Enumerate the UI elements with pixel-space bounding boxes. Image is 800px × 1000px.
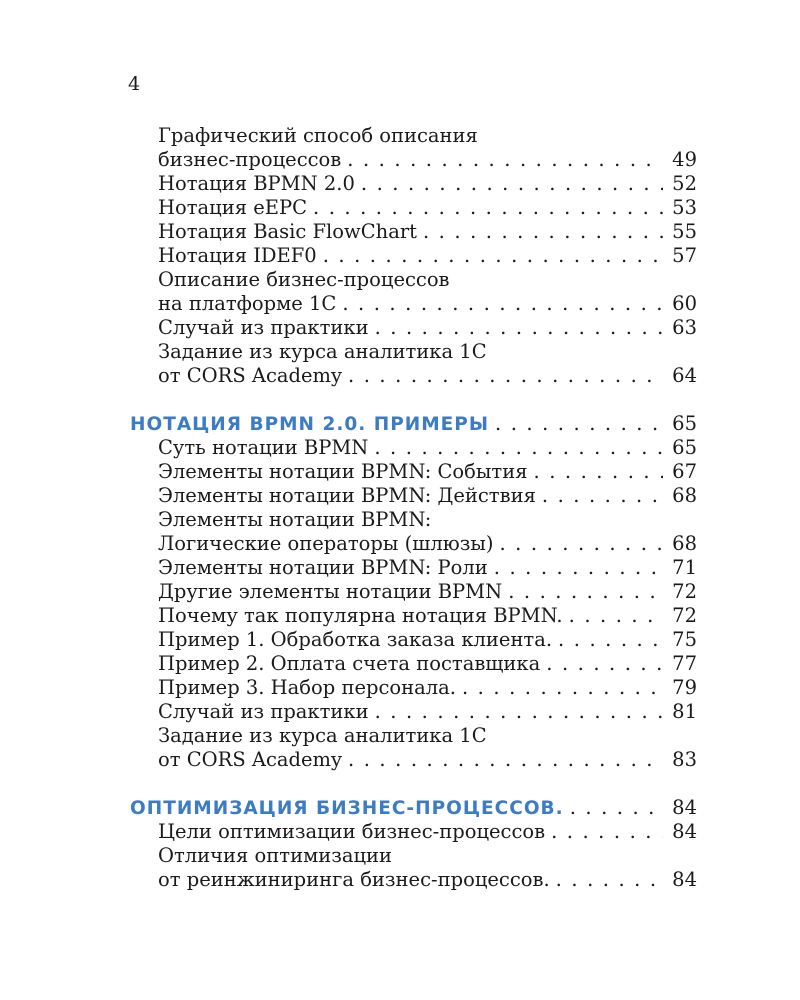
dot-leader <box>551 820 663 844</box>
toc-entry[interactable] <box>130 484 697 508</box>
toc-entry-title: Другие элементы нотации BPMN <box>158 580 503 603</box>
toc-entry-title: Цели оптимизации бизнес-процессов <box>158 820 546 843</box>
dot-leader <box>348 364 663 388</box>
page-number: 4 <box>128 73 141 95</box>
toc-page-number: 81 <box>672 700 697 723</box>
toc-entry[interactable] <box>130 700 697 724</box>
toc-entry <box>130 724 697 748</box>
dot-leader <box>462 676 663 700</box>
dot-leader <box>323 244 663 268</box>
toc-entry[interactable] <box>130 220 697 244</box>
dot-leader <box>556 868 663 892</box>
table-of-contents <box>130 124 697 916</box>
toc-entry-title: Задание из курса аналитика 1С <box>158 724 487 747</box>
toc-entry-title: Отличия оптимизации <box>158 844 393 867</box>
dot-leader <box>348 748 663 772</box>
dot-leader <box>558 628 663 652</box>
toc-page-number: 64 <box>672 364 697 387</box>
dot-leader <box>361 172 663 196</box>
toc-entry[interactable] <box>130 148 697 172</box>
toc-page-number: 83 <box>672 748 697 771</box>
dot-leader <box>569 604 663 628</box>
toc-page-number: 84 <box>672 868 697 891</box>
toc-entry[interactable] <box>130 748 697 772</box>
toc-entry[interactable] <box>130 172 697 196</box>
dot-leader <box>570 796 663 820</box>
toc-page-number: 53 <box>672 196 697 219</box>
toc-page-number: 57 <box>672 244 697 267</box>
toc-entry-title: Нотация Basic FlowChart <box>158 220 417 243</box>
toc-page-number: 72 <box>672 604 697 627</box>
toc-entry-title: от реинжиниринга бизнес-процессов. <box>158 868 550 891</box>
toc-entry-title: Элементы нотации BPMN: <box>158 508 432 531</box>
toc-page-number: 65 <box>672 436 697 459</box>
toc-entry[interactable] <box>130 292 697 316</box>
toc-page-number: 84 <box>672 796 697 819</box>
toc-entry-title: Пример 3. Набор персонала. <box>158 676 456 699</box>
toc-page-number: 75 <box>672 628 697 651</box>
toc-entry <box>130 268 697 292</box>
toc-entry-title: Случай из практики <box>158 700 369 723</box>
toc-entry-title: бизнес-процессов <box>158 148 342 171</box>
toc-entry-title: Графический способ описания <box>158 124 478 147</box>
toc-chapter-title: НОТАЦИЯ BPMN 2.0. ПРИМЕРЫ <box>130 414 490 435</box>
toc-entry[interactable] <box>130 604 697 628</box>
toc-entry <box>130 340 697 364</box>
toc-chapter-heading[interactable] <box>130 412 697 436</box>
toc-entry[interactable] <box>130 364 697 388</box>
toc-chapter <box>130 796 697 892</box>
toc-entry[interactable] <box>130 316 697 340</box>
toc-entry <box>130 124 697 148</box>
toc-chapter <box>130 412 697 772</box>
toc-entry-title: от CORS Academy <box>158 748 343 771</box>
toc-entry[interactable] <box>130 196 697 220</box>
toc-page-number: 68 <box>672 484 697 507</box>
toc-page-number: 68 <box>672 532 697 555</box>
toc-entry[interactable] <box>130 244 697 268</box>
toc-entry <box>130 844 697 868</box>
toc-entry[interactable] <box>130 820 697 844</box>
toc-section <box>130 124 697 388</box>
toc-entry-title: Пример 1. Обработка заказа клиента. <box>158 628 553 651</box>
dot-leader <box>542 484 663 508</box>
toc-entry-title: Пример 2. Оплата счета поставщика <box>158 652 541 675</box>
toc-page-number: 84 <box>672 820 697 843</box>
dot-leader <box>342 292 663 316</box>
toc-page-number: 63 <box>672 316 697 339</box>
dot-leader <box>347 148 663 172</box>
toc-entry[interactable] <box>130 556 697 580</box>
toc-entry-title: Логические операторы (шлюзы) <box>158 532 494 555</box>
toc-page-number: 67 <box>672 460 697 483</box>
dot-leader <box>534 460 663 484</box>
dot-leader <box>313 196 663 220</box>
dot-leader <box>374 436 663 460</box>
toc-entry[interactable] <box>130 628 697 652</box>
toc-entry-title: Элементы нотации BPMN: События <box>158 460 528 483</box>
toc-page-number: 65 <box>672 412 697 435</box>
toc-entry <box>130 508 697 532</box>
toc-entry[interactable] <box>130 580 697 604</box>
toc-entry-title: Суть нотации BPMN <box>158 436 369 459</box>
toc-chapter-title: ОПТИМИЗАЦИЯ БИЗНЕС-ПРОЦЕССОВ. <box>130 798 564 819</box>
dot-leader <box>423 220 663 244</box>
dot-leader <box>546 652 663 676</box>
toc-entry[interactable] <box>130 436 697 460</box>
toc-chapter-heading[interactable] <box>130 796 697 820</box>
toc-page-number: 72 <box>672 580 697 603</box>
toc-page-number: 52 <box>672 172 697 195</box>
toc-entry-title: от CORS Academy <box>158 364 343 387</box>
toc-page-number: 79 <box>672 676 697 699</box>
toc-entry-title: Нотация BPMN 2.0 <box>158 172 355 195</box>
toc-entry-title: Элементы нотации BPMN: Роли <box>158 556 488 579</box>
toc-entry-title: Нотация IDEF0 <box>158 244 317 267</box>
toc-page-number: 77 <box>672 652 697 675</box>
toc-page-number: 49 <box>672 148 697 171</box>
toc-entry-title: Задание из курса аналитика 1С <box>158 340 487 363</box>
dot-leader <box>375 700 663 724</box>
toc-entry[interactable] <box>130 460 697 484</box>
toc-entry-title: Почему так популярна нотация BPMN. <box>158 604 563 627</box>
toc-entry[interactable] <box>130 652 697 676</box>
toc-page-number: 60 <box>672 292 697 315</box>
toc-entry-title: Случай из практики <box>158 316 369 339</box>
toc-entry[interactable] <box>130 532 697 556</box>
toc-entry-title: Описание бизнес-процессов <box>158 268 450 291</box>
toc-page-number: 55 <box>672 220 697 243</box>
toc-entry-title: на платформе 1С <box>158 292 337 315</box>
dot-leader <box>375 316 663 340</box>
dot-leader <box>499 532 663 556</box>
toc-entry[interactable] <box>130 676 697 700</box>
toc-entry-title: Элементы нотации BPMN: Действия <box>158 484 536 507</box>
dot-leader <box>508 580 663 604</box>
toc-page-number: 71 <box>672 556 697 579</box>
toc-entry[interactable] <box>130 868 697 892</box>
toc-entry-title: Нотация eEPC <box>158 196 308 219</box>
dot-leader <box>495 412 663 436</box>
dot-leader <box>494 556 663 580</box>
